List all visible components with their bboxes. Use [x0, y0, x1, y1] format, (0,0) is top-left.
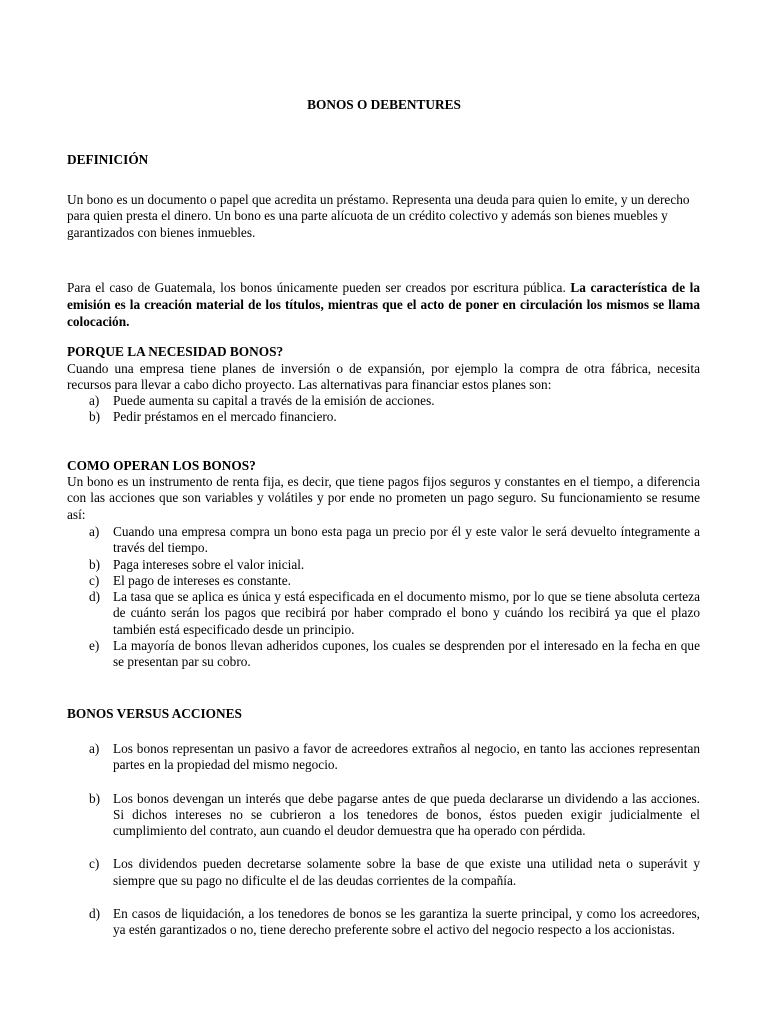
- list-marker: a): [89, 393, 100, 408]
- paragraph-porque: Cuando una empresa tiene planes de inversión o de expansión, por ejemplo la compra de otra fábrica, necesita recursos para llevar a cabo dicho proyecto. Las alternativas para financiar estos planes son:: [67, 361, 700, 393]
- heading-versus: BONOS VERSUS ACCIONES: [67, 706, 242, 721]
- list-marker: c): [89, 856, 100, 872]
- list-marker: c): [89, 572, 100, 588]
- list-item-text: Cuando una empresa compra un bono esta paga un precio por él y este valor le será devuelto íntegramente a través del tiempo.: [113, 524, 700, 556]
- list-item-text: El pago de intereses es constante.: [113, 572, 291, 588]
- list-item-text: Los dividendos pueden decretarse solamente sobre la base de que existe una utilidad neta o superávit y siempre que su pago no dificulte el de las deudas corrientes de la compañía.: [113, 856, 700, 888]
- list-item: [67, 741, 700, 774]
- list-item: [67, 856, 700, 889]
- list-item: [67, 524, 700, 557]
- list-item-text: La mayoría de bonos llevan adheridos cupones, los cuales se desprenden por el interesado en la fecha en que se presentan par su cobro.: [113, 638, 700, 670]
- list-marker: b): [89, 409, 101, 425]
- list-item: [67, 906, 700, 939]
- list-item-text: Los bonos representan un pasivo a favor de acreedores extraños al negocio, en tanto las acciones representan partes en la propiedad del mismo negocio.: [113, 741, 700, 773]
- list-marker: a): [89, 524, 100, 539]
- paragraph-definicion: Un bono es un documento o papel que acredita un préstamo. Representa una deuda para quien lo emite, y un derecho para quien presta el dinero. Un bono es una parte alícuota de un crédito colectivo y además son bienes muebles y garantizados con bienes inmuebles.: [67, 192, 690, 240]
- list-item: [67, 791, 700, 840]
- heading-porque: PORQUE LA NECESIDAD BONOS?: [67, 344, 284, 359]
- list-item-text: La tasa que se aplica es única y está especificada en el documento mismo, por lo que se tiene absoluta certeza de cuánto serán los pagos que recibirá por haber comprado el bono y cuándo los recibirá ya que el plazo también está especificado desde un principio.: [113, 589, 700, 637]
- list-item: [67, 589, 700, 638]
- list-item-text: Pedir préstamos en el mercado financiero.: [113, 409, 337, 425]
- guatemala-text: Para el caso de Guatemala, los bonos únicamente pueden ser creados por escritura pública.: [67, 280, 571, 295]
- list-item: [67, 557, 700, 573]
- list-item-text: En casos de liquidación, a los tenedores de bonos se les garantiza la suerte principal, y como los acreedores, ya estén garantizados o no, tiene derecho preferente sobre el activo del negocio respecto a los accionistas.: [113, 906, 700, 938]
- list-marker: a): [89, 741, 100, 756]
- list-como: [67, 524, 700, 671]
- heading-como: COMO OPERAN LOS BONOS?: [67, 458, 256, 473]
- list-marker: e): [89, 638, 100, 654]
- paragraph-guatemala: [67, 279, 700, 330]
- guatemala-bold-text: La característica de la emisión es la creación material de los títulos, mientras que el acto de poner en circulación los mismos se llama colocación.: [67, 280, 701, 329]
- paragraph-como: Un bono es un instrumento de renta fija, es decir, que tiene pagos fijos seguros y constantes en el tiempo, a diferencia con las acciones que son variables y volátiles y por ende no prometen un pago seguro. Su funcionamiento se resume así:: [67, 474, 700, 522]
- list-item-text: Puede aumenta su capital a través de la emisión de acciones.: [113, 393, 435, 408]
- heading-definicion: DEFINICIÓN: [67, 152, 149, 167]
- list-item-text: Los bonos devengan un interés que debe pagarse antes de que pueda declararse un dividendo a las acciones. Si dichos intereses no se cubrieron a los tenedores de bonos, éstos pueden exigir judicialmente el cumplimiento del contrato, aun cuando el deudor demuestra que ha operado con pérdida.: [113, 790, 700, 839]
- list-versus: [67, 741, 700, 956]
- list-item: [67, 638, 700, 671]
- list-item: [67, 393, 700, 409]
- list-item: [67, 573, 700, 589]
- list-marker: d): [89, 589, 101, 605]
- document-title: BONOS O DEBENTURES: [307, 97, 461, 112]
- list-porque: [67, 393, 700, 426]
- list-marker: b): [89, 790, 101, 806]
- list-marker: b): [89, 556, 101, 572]
- list-marker: d): [89, 906, 101, 922]
- list-item-text: Paga intereses sobre el valor inicial.: [113, 556, 305, 572]
- list-item: [67, 409, 700, 425]
